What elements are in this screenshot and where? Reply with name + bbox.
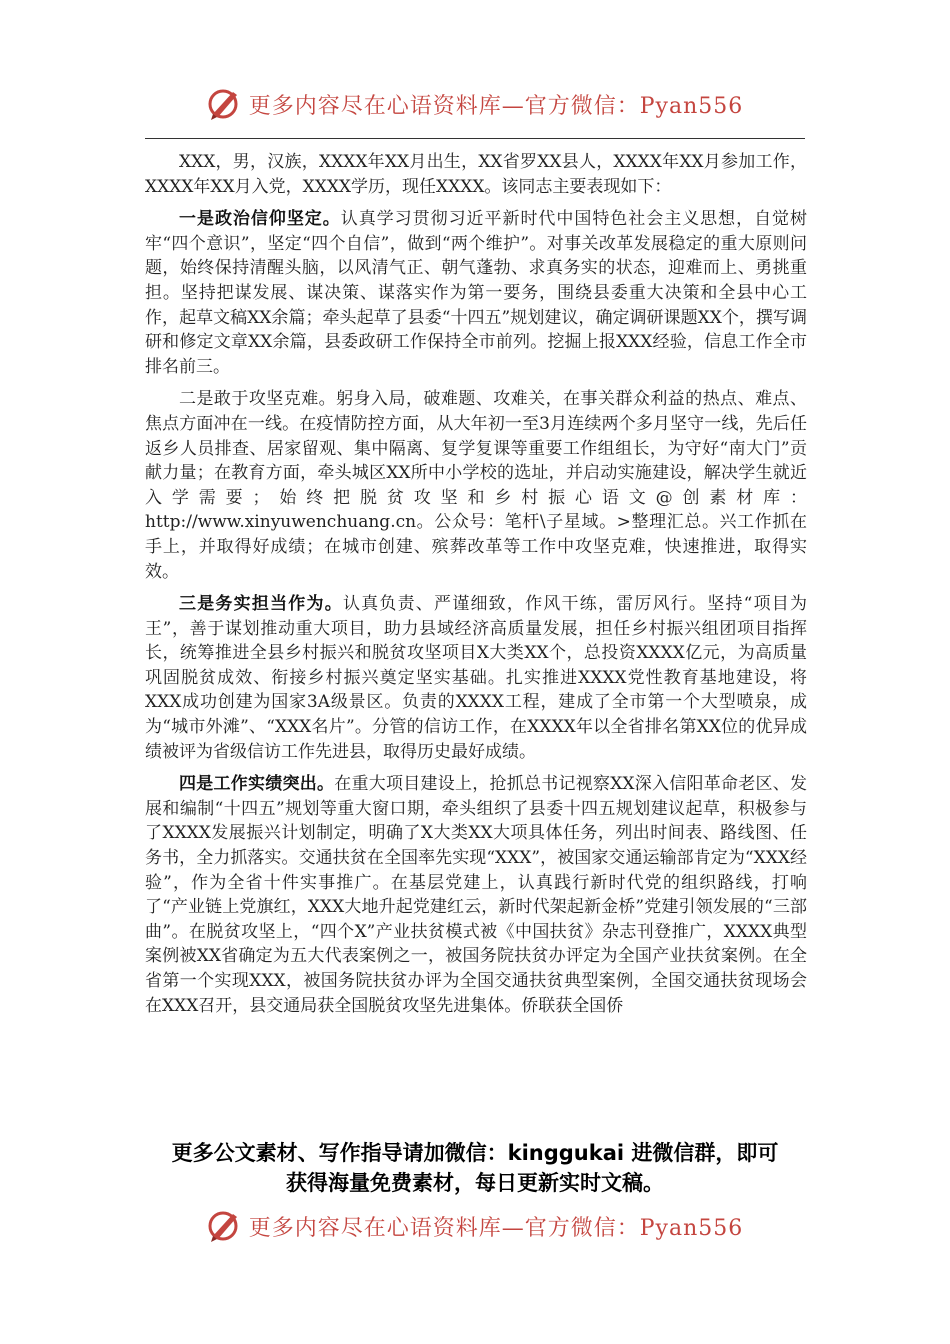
paragraph-intro [145,150,807,199]
paragraph-text: 在重大项目建设上，抢抓总书记视察XX深入信阳革命老区、发展和编制“十四五”规划等重大窗口期，牵头组织了县委十四五规划建议起草，积极参与了XXXX发展振兴计划制定，明确了X大类XX大项具体任务，列出时间表、路线图、任务书，全力抓落实。交通扶贫在全国率先实现“XXX”，被国家交通运输部肯定为“XXX经验”，作为全省十件实事推广。在基层党建上，认真践行新时代党的组织路线，打响了“产业链上党旗红，XXX大地升起党建红云，新时代架起新金桥”党建引领发展的“三部曲”。在脱贫攻坚上，“四个X”产业扶贫模式被《中国扶贫》杂志刊登推广，XXXX典型案例被XX省确定为五大代表案例之一，被国务院扶贫办评定为全国产业扶贫案例。在全省第一个实现XXX，被国务院扶贫办评为全国交通扶贫典型案例，全国交通扶贫现场会在XXX召开，县交通局获全国脱贫攻坚先进集体。侨联获全国侨 [145,774,807,1016]
paragraph-practical-responsibility [145,592,807,764]
header-divider [145,138,805,139]
footer-banner [0,1200,950,1252]
paragraph-lead: 四是工作实绩突出。 [179,774,335,795]
paragraph-achievements [145,772,807,1018]
header-banner [0,78,950,130]
paragraph-text: 二是敢于攻坚克难。躬身入局，破难题、攻难关，在事关群众利益的热点、难点、焦点方面冲在一线。在疫情防控方面，从大年初一至3月连续两个多月坚守一线，先后任返乡人员排查、居家留观、集中隔离、复学复课等重要工作组组长，为守好“南大门”贡献力量；在教育方面，牵头城区XX所中小学校的选址，并启动实施建设，解决学生就近入学需要；始终把脱贫攻坚和乡村振心语文@创素材库：http://www.xinyuwenchuang.cn。公众号：笔杆\子星域。>整理汇总。兴工作抓在手上，并取得好成绩；在城市创建、殡葬改革等工作中攻坚克难，快速推进，取得实效。 [145,389,807,582]
pen-circle-logo-icon [207,1206,243,1246]
paragraph-lead: 一是政治信仰坚定。 [179,209,341,230]
document-body [145,150,807,1026]
paragraph-text: 认真学习贯彻习近平新时代中国特色社会主义思想，自觉树牢“四个意识”，坚定“四个自信”，做到“两个维护”。对事关改革发展稳定的重大原则问题，始终保持清醒头脑，以风清气正、朝气蓬勃、求真务实的状态，迎难而上、勇挑重担。坚持把谋发展、谋决策、谋落实作为第一要务，围绕县委重大决策和全县中心工作，起草文稿XX余篇；牵头起草了县委“十四五”规划建议，确定调研课题XX个，撰写调研和修定文章XX余篇，县委政研工作保持全市前列。挖掘上报XXX经验，信息工作全市排名前三。 [145,209,808,377]
promo-line-1: 更多公文素材、写作指导请加微信：kinggukai 进微信群，即可 [171,1141,779,1165]
paragraph-lead: 三是务实担当作为。 [179,594,343,615]
promo-line-2: 获得海量免费素材，每日更新实时文稿。 [286,1171,664,1195]
header-banner-text: 更多内容尽在心语资料库—官方微信：Pyan556 [248,93,744,119]
promo-message [0,1138,950,1198]
paragraph-political-belief [145,207,807,379]
pen-circle-logo-icon [207,84,243,124]
paragraph-text: XXX，男，汉族，XXXX年XX月出生，XX省罗XX县人，XXXX年XX月参加工作，XXXX年XX月入党，XXXX学历，现任XXXX。该同志主要表现如下： [145,152,807,197]
paragraph-tackling-difficulties [145,387,807,584]
paragraph-text: 认真负责、严谨细致，作风干练，雷厉风行。坚持“项目为王”，善于谋划推动重大项目，助力县域经济高质量发展，担任乡村振兴组团项目指挥长，统筹推进全县乡村振兴和脱贫攻坚项目X大类XX个，总投资XXXX亿元，为高质量巩固脱贫成效、衔接乡村振兴奠定坚实基础。扎实推进XXXX党性教育基地建设，将XXX成功创建为国家3A级景区。负责的XXXX工程，建成了全市第一个大型喷泉，成为“城市外滩”、“XXX名片”。分管的信访工作，在XXXX年以全省排名第XX位的优异成绩被评为省级信访工作先进县，取得历史最好成绩。 [145,594,807,762]
footer-banner-text: 更多内容尽在心语资料库—官方微信：Pyan556 [248,1215,744,1241]
